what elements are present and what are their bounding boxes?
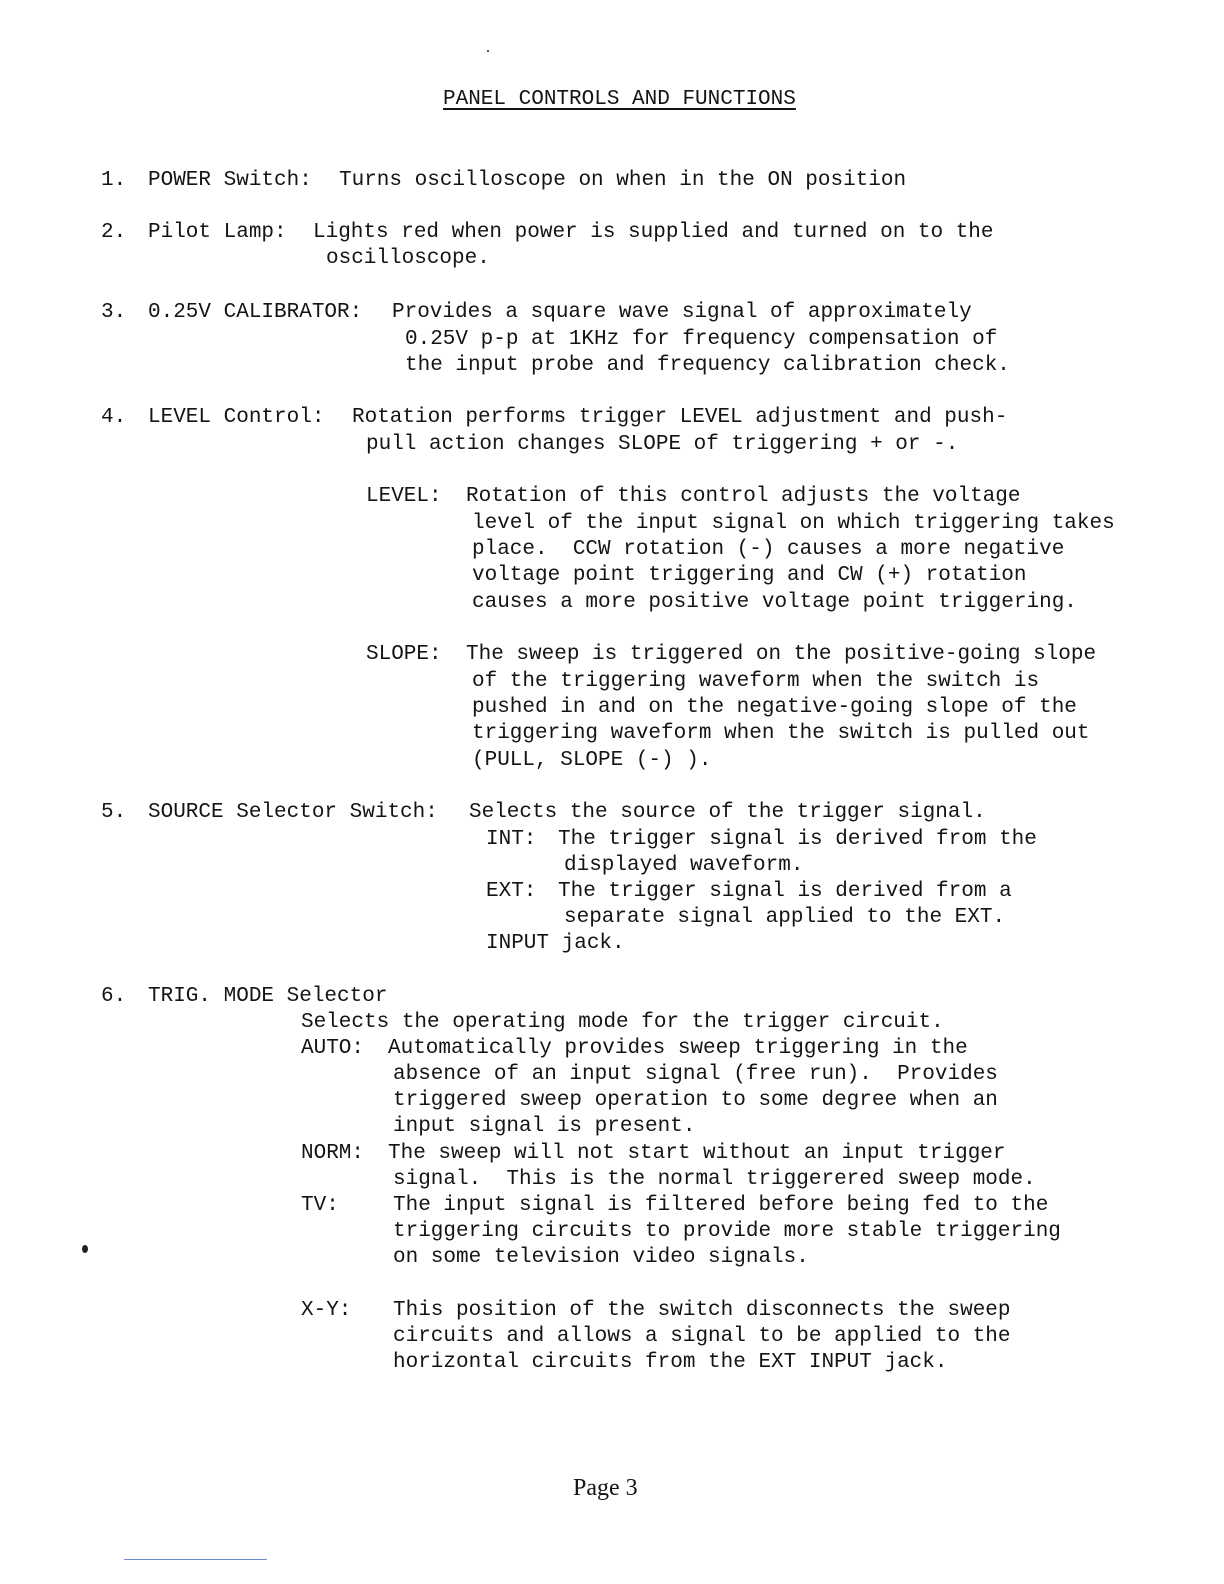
sub-desc-line: causes a more positive voltage point triggering. [472, 591, 1077, 614]
item-label-trig-mode: TRIG. MODE Selector [148, 985, 388, 1008]
sub-desc-line: horizontal circuits from the EXT INPUT jack. [393, 1351, 948, 1374]
sub-desc-line: level of the input signal on which triggering takes [472, 512, 1115, 535]
sub-desc-line: triggering waveform when the switch is pulled out [472, 722, 1090, 745]
sub-label-norm: NORM: [301, 1142, 365, 1165]
scan-speck [487, 50, 489, 52]
item-label-source-selector: SOURCE Selector Switch: [148, 801, 438, 824]
item-desc-line: pull action changes SLOPE of triggering + or -. [366, 433, 959, 456]
sub-desc-line: signal. This is the normal triggerered sweep mode. [393, 1168, 1036, 1191]
sub-desc-line: (PULL, SLOPE (-) ). [472, 749, 712, 772]
sub-desc-line: input signal is present. [393, 1115, 696, 1138]
item-number: 4. [101, 406, 127, 429]
item-desc-line: Selects the source of the trigger signal. [469, 801, 986, 824]
item-number: 6. [101, 985, 127, 1008]
item-desc-line: oscilloscope. [326, 247, 490, 270]
item-number: 1. [101, 169, 127, 192]
page-number: Page 3 [573, 1475, 638, 1501]
item-number: 3. [101, 301, 127, 324]
item-desc-line: the input probe and frequency calibration check. [405, 354, 1010, 377]
item-desc-line: Selects the operating mode for the trigger circuit. [301, 1011, 944, 1034]
sub-desc-line: triggered sweep operation to some degree when an [393, 1089, 998, 1112]
sub-desc-line: on some television video signals. [393, 1246, 809, 1269]
sub-desc-line: circuits and allows a signal to be applied to the [393, 1325, 1011, 1348]
sub-desc-line: The sweep is triggered on the positive-going slope [466, 643, 1097, 666]
sub-label-slope: SLOPE: [366, 643, 442, 666]
sub-desc-line: pushed in and on the negative-going slope of the [472, 696, 1077, 719]
sub-label-int: INT: [486, 828, 537, 851]
sub-desc-line: INPUT jack. [486, 932, 625, 955]
sub-desc-line: of the triggering waveform when the switch is [472, 670, 1040, 693]
sub-desc-line: separate signal applied to the EXT. [564, 906, 1006, 929]
item-label-level-control: LEVEL Control: [148, 406, 325, 429]
sub-desc-line: The input signal is filtered before being fed to the [393, 1194, 1049, 1217]
item-desc-line: Provides a square wave signal of approximately [392, 301, 972, 324]
scan-speck [82, 1245, 88, 1253]
item-label-power-switch: POWER Switch: [148, 169, 312, 192]
item-label-calibrator: 0.25V CALIBRATOR: [148, 301, 363, 324]
sub-desc-line: This position of the switch disconnects the sweep [393, 1299, 1011, 1322]
sub-desc-line: Automatically provides sweep triggering in the [388, 1037, 968, 1060]
sub-label-level: LEVEL: [366, 485, 442, 508]
sub-desc-line: The sweep will not start without an input trigger [388, 1142, 1006, 1165]
sub-desc-line: Rotation of this control adjusts the voltage [466, 485, 1021, 508]
sub-desc-line: triggering circuits to provide more stable triggering [393, 1220, 1061, 1243]
item-desc-line: Turns oscilloscope on when in the ON position [339, 169, 907, 192]
sub-label-tv: TV: [301, 1194, 339, 1217]
sub-label-ext: EXT: [486, 880, 537, 903]
sub-desc-line: absence of an input signal (free run). Provides [393, 1063, 998, 1086]
sub-label-auto: AUTO: [301, 1037, 365, 1060]
item-number: 2. [101, 221, 127, 244]
item-number: 5. [101, 801, 127, 824]
page-title: PANEL CONTROLS AND FUNCTIONS [443, 88, 796, 111]
item-desc-line: Lights red when power is supplied and turned on to the [313, 221, 994, 244]
sub-desc-line: voltage point triggering and CW (+) rotation [472, 564, 1027, 587]
item-label-pilot-lamp: Pilot Lamp: [148, 221, 287, 244]
sub-desc-line: displayed waveform. [564, 854, 804, 877]
item-desc-line: 0.25V p-p at 1KHz for frequency compensation of [405, 328, 998, 351]
sub-desc-line: The trigger signal is derived from the [558, 828, 1037, 851]
footer-rule [124, 1559, 267, 1560]
item-desc-line: Rotation performs trigger LEVEL adjustment and push- [352, 406, 1008, 429]
sub-desc-line: place. CCW rotation (-) causes a more negative [472, 538, 1065, 561]
sub-label-xy: X-Y: [301, 1299, 352, 1322]
sub-desc-line: The trigger signal is derived from a [558, 880, 1012, 903]
